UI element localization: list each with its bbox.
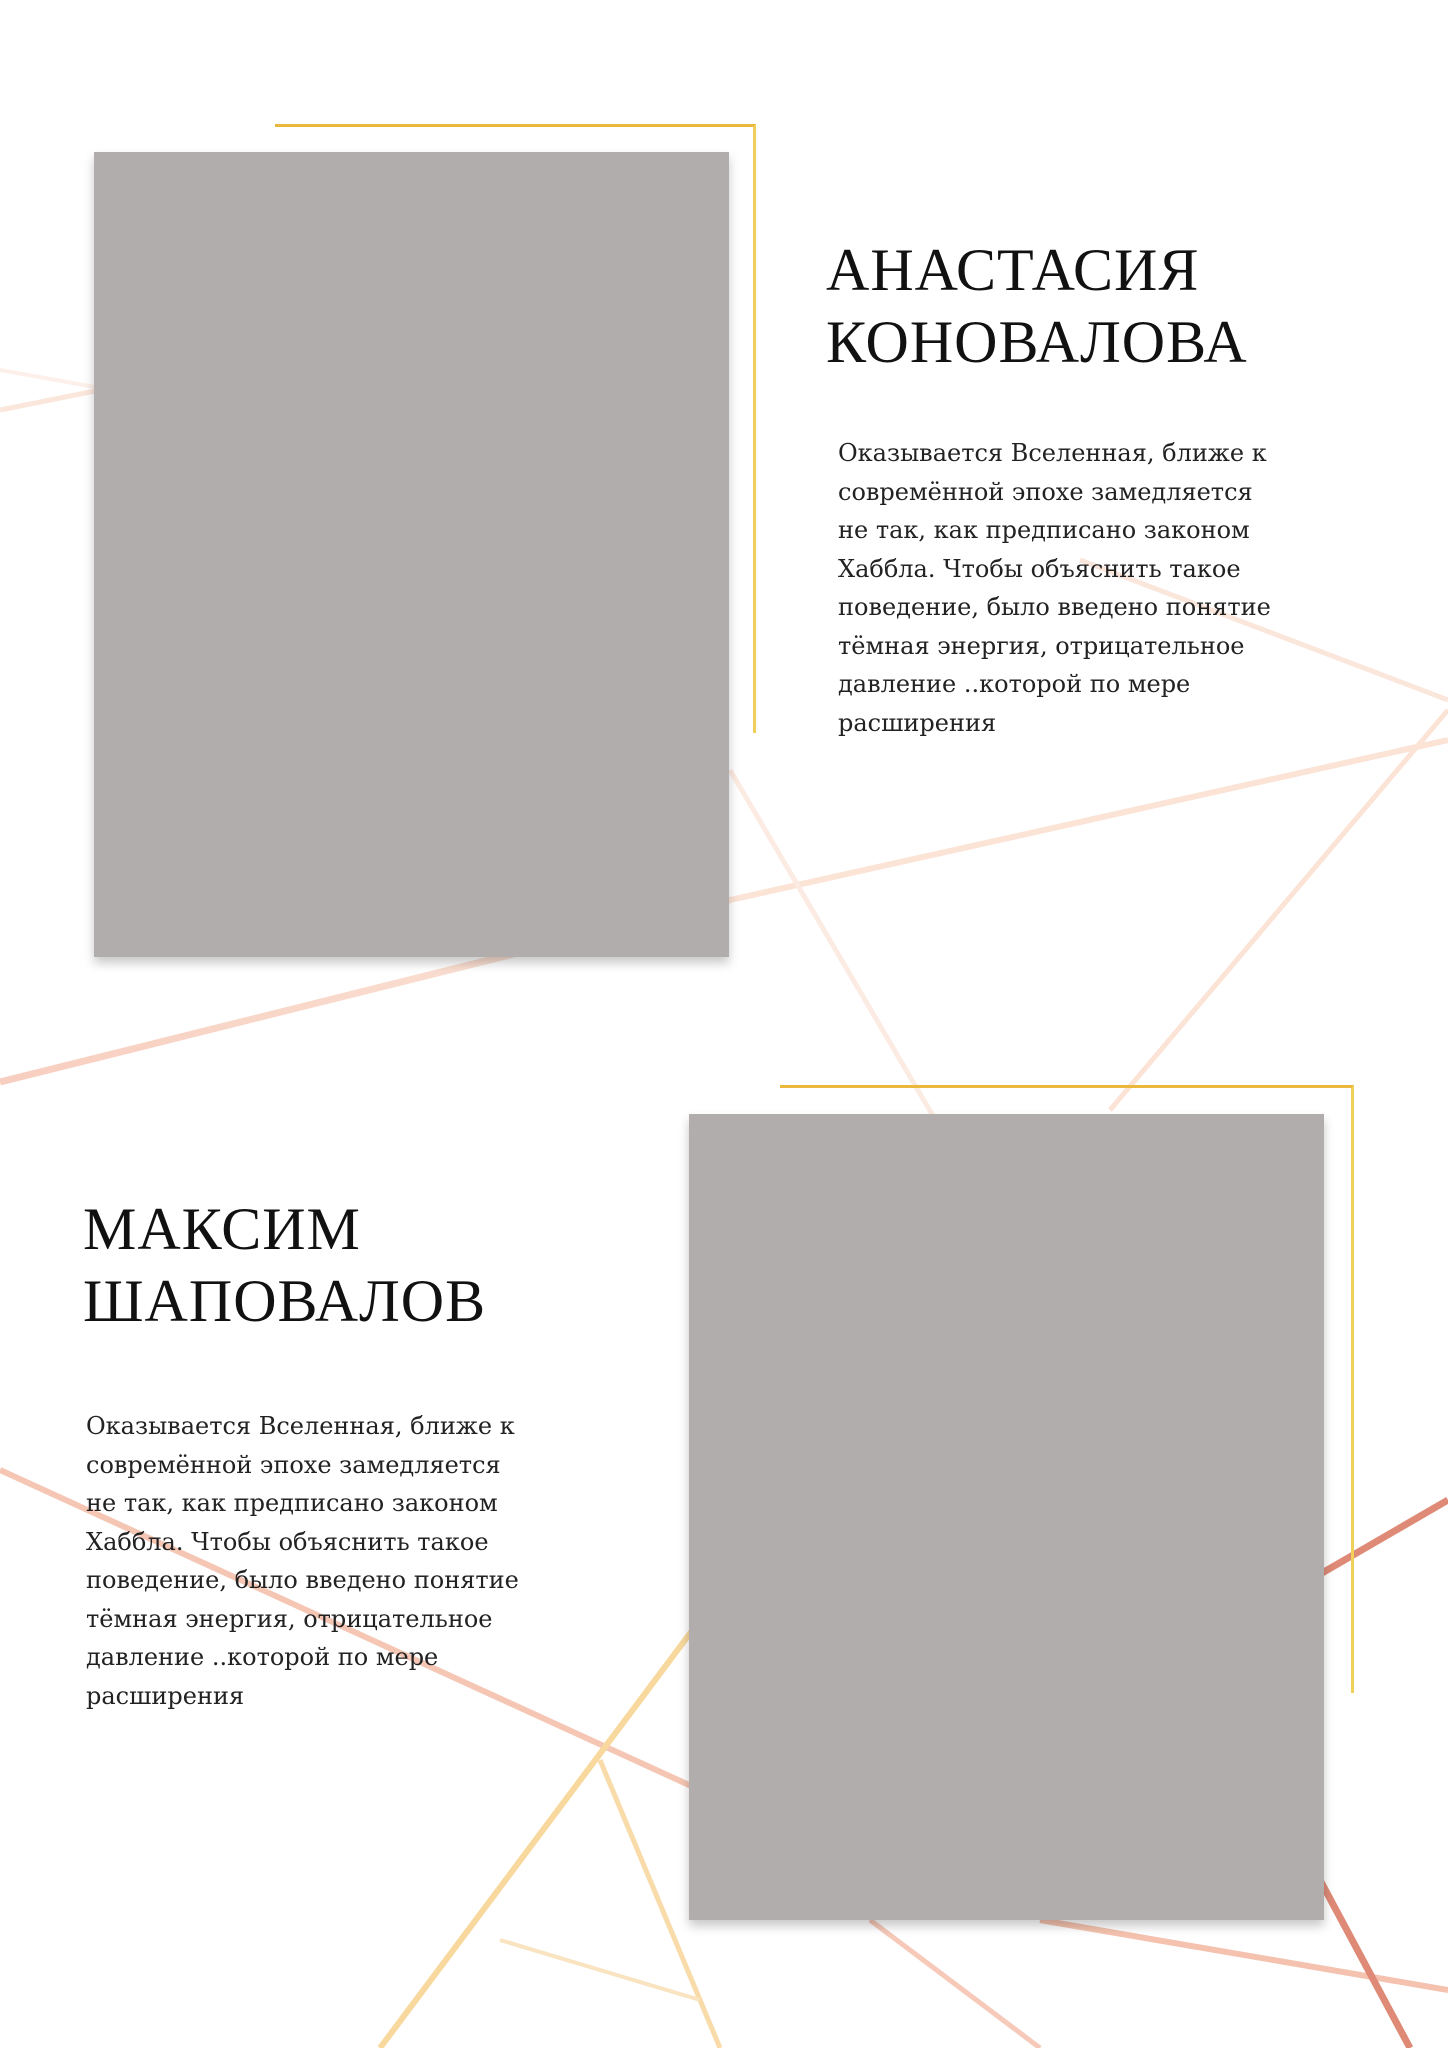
bio-line: тёмная энергия, отрицательное	[86, 1604, 493, 1633]
photo-placeholder	[689, 1114, 1324, 1920]
profile-name	[826, 234, 1248, 378]
bg-line	[500, 1940, 700, 2000]
bg-line	[1320, 1880, 1410, 2048]
name-line: АНАСТАСИЯ	[826, 237, 1200, 303]
bio-line: расширения	[86, 1681, 245, 1710]
bg-line	[730, 740, 1448, 900]
bio-line: Хаббла. Чтобы объяснить такое	[838, 554, 1241, 583]
bio-line: не так, как предписано законом	[838, 516, 1250, 544]
bio-line: Оказывается Вселенная, ближе к	[838, 439, 1267, 467]
bio-line: давление ..которой по мере	[838, 670, 1191, 698]
photo-placeholder	[94, 152, 729, 957]
profile-bio	[838, 434, 1278, 742]
bg-line	[1110, 710, 1448, 1110]
bio-line: совремённой эпохе замедляется	[838, 477, 1253, 506]
name-line: ШАПОВАЛОВ	[83, 1268, 487, 1334]
bio-line: тёмная энергия, отрицательное	[838, 631, 1245, 660]
name-line: КОНОВАЛОВА	[826, 309, 1248, 375]
bio-line: Хаббла. Чтобы объяснить такое	[86, 1527, 489, 1556]
bg-line	[870, 1920, 1040, 2048]
bg-line	[1040, 1920, 1448, 1990]
bio-line: не так, как предписано законом	[86, 1489, 498, 1517]
profile-name	[83, 1193, 486, 1337]
bio-line: расширения	[838, 708, 997, 737]
bio-line: Оказывается Вселенная, ближе к	[86, 1412, 515, 1440]
name-line: МАКСИМ	[83, 1196, 361, 1262]
bio-line: совремённой эпохе замедляется	[86, 1450, 501, 1479]
bio-line: поведение, было введено понятие	[86, 1566, 519, 1594]
bio-line: поведение, было введено понятие	[838, 593, 1271, 621]
bio-line: давление ..которой по мере	[86, 1643, 439, 1671]
profile-bio	[86, 1407, 526, 1715]
